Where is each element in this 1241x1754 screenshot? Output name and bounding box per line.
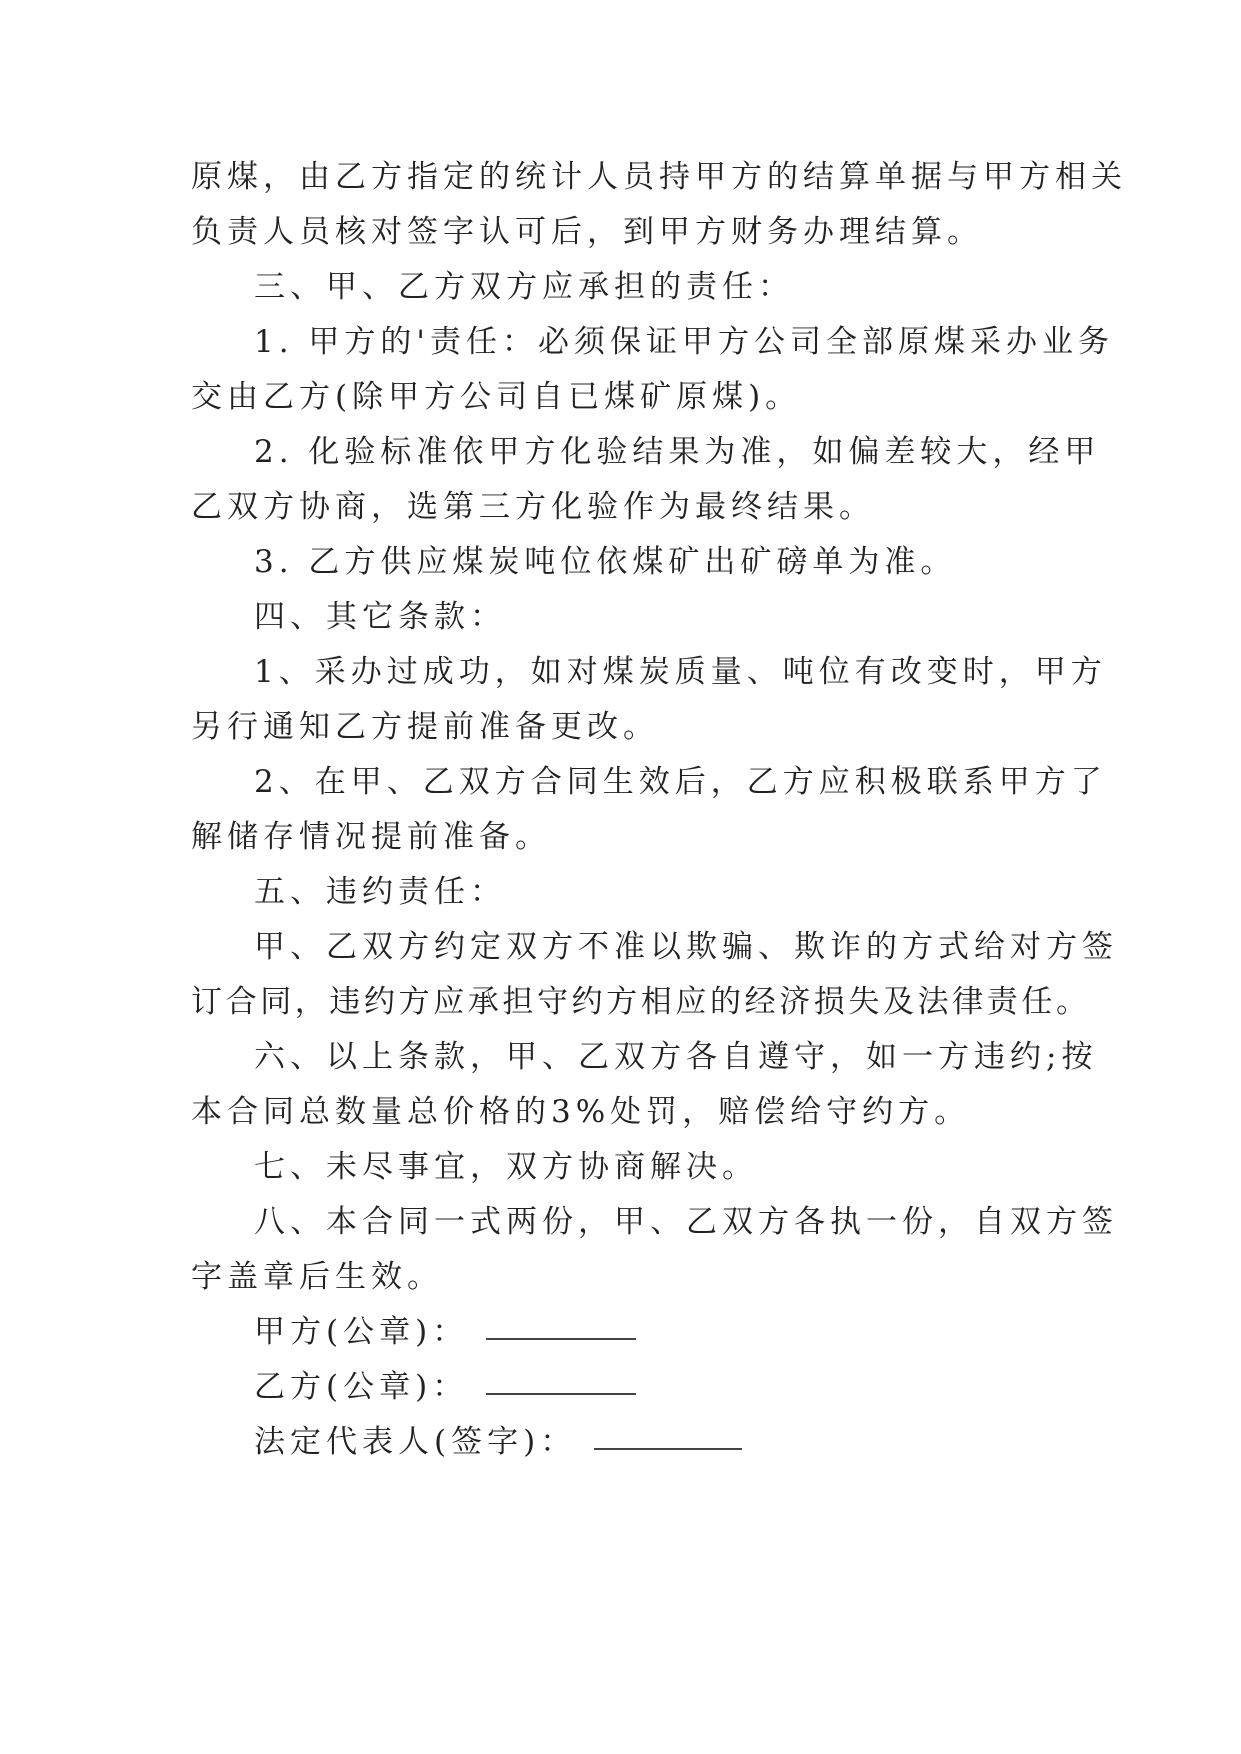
signature-blank	[486, 1338, 636, 1340]
signature-label: 甲方(公章)：	[254, 1314, 469, 1350]
text-line: 本合同总数量总价格的3%处罚，赔偿给守约方。	[191, 1094, 971, 1130]
text-line: 字盖章后生效。	[191, 1259, 443, 1295]
text-line: 3. 乙方供应煤炭吨位依煤矿出矿磅单为准。	[254, 544, 957, 580]
text-line: 1. 甲方的'责任：必须保证甲方公司全部原煤采办业务	[254, 324, 1114, 360]
text-line: 负责人员核对签字认可后，到甲方财务办理结算。	[191, 214, 983, 250]
text-line: 另行通知乙方提前准备更改。	[191, 709, 659, 745]
signature-party-b	[191, 1368, 636, 1406]
signature-party-a	[191, 1313, 636, 1351]
text-line: 解储存情况提前准备。	[191, 819, 551, 855]
signature-label: 法定代表人(签字)：	[254, 1424, 577, 1460]
section-heading: 四、其它条款：	[254, 599, 506, 635]
text-line: 交由乙方(除甲方公司自已煤矿原煤)。	[191, 379, 802, 415]
text-line: 订合同，违约方应承担守约方相应的经济损失及法律责任。	[191, 984, 1091, 1020]
text-line: 六、以上条款，甲、乙双方各自遵守，如一方违约;按	[254, 1039, 1098, 1075]
text-line: 八、本合同一式两份，甲、乙双方各执一份，自双方签	[254, 1204, 1118, 1240]
signature-legal-rep	[191, 1423, 742, 1461]
text-line: 甲、乙双方约定双方不准以欺骗、欺诈的方式给对方签	[254, 929, 1118, 965]
text-line: 七、未尽事宜，双方协商解决。	[254, 1149, 758, 1185]
text-line: 2、在甲、乙双方合同生效后，乙方应积极联系甲方了	[254, 764, 1107, 800]
section-heading: 五、违约责任：	[254, 874, 506, 910]
signature-blank	[486, 1393, 636, 1395]
signature-label: 乙方(公章)：	[254, 1369, 469, 1405]
section-heading: 三、甲、乙方双方应承担的责任：	[254, 269, 794, 305]
text-line: 原煤，由乙方指定的统计人员持甲方的结算单据与甲方相关	[191, 159, 1127, 195]
signature-blank	[594, 1448, 742, 1450]
text-line: 2. 化验标准依甲方化验结果为准，如偏差较大，经甲	[254, 434, 1101, 470]
text-line: 1、采办过成功，如对煤炭质量、吨位有改变时，甲方	[254, 654, 1107, 690]
text-line: 乙双方协商，选第三方化验作为最终结果。	[191, 489, 875, 525]
